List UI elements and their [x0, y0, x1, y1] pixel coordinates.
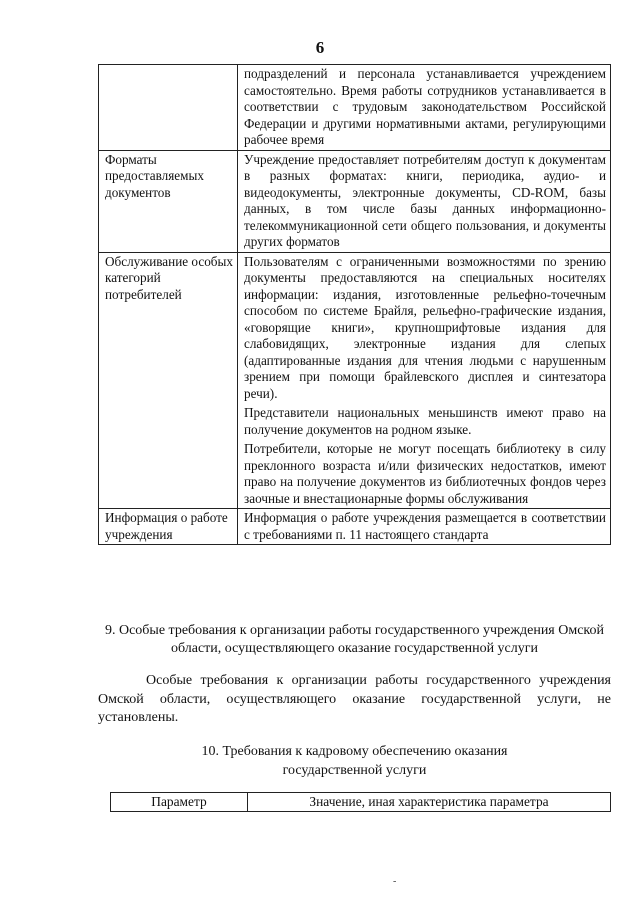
- row-paragraph: подразделений и персонала устанавливается учреждением самостоятельно. Время работы сотрудников устанавливается в соответствии с трудовым законодательством Российской Федерации и другими нормативными актами, регулирующими рабочее время: [244, 66, 606, 147]
- table-row: [99, 65, 611, 151]
- table-row: [99, 150, 611, 252]
- row-value: [238, 65, 611, 151]
- row-paragraph: Учреждение предоставляет потребителям доступ к документам в разных форматах: книги, периодика, аудио- и видеодокументы, электронные документы, CD-ROM, базы данных, в том числе базы данных информационно-телекоммуникационной сети общего пользования, и документы других форматов: [244, 151, 606, 249]
- staffing-parameters-table: [110, 792, 611, 812]
- table-row: [99, 252, 611, 509]
- row-label: Информация о работе учреждения: [99, 509, 238, 545]
- row-value: [238, 252, 611, 509]
- row-label: [99, 65, 238, 151]
- column-header-value: Значение, иная характеристика параметра: [248, 793, 611, 812]
- row-paragraph: Пользователям с ограниченными возможностями по зрению документы предоставляются на специальных носителях информации: издания, изготовленные рельефно-точечным способом по системе Брайля, рельефно-графические издания, «говорящие книги», крупношрифтовые издания для слабовидящих, электронные издания для слепых (адаптированные издания для чтения людьми с нарушенным зрением при помощи брайлевского дисплея и синтезатора речи).: [244, 253, 606, 401]
- section-9-heading: 9. Особые требования к организации работы государственного учреждения Омской области, осуществляющего оказание государственной услуги: [104, 623, 605, 656]
- row-paragraph: Потребители, которые не могут посещать библиотеку в силу преклонного возраста и/или физических недостатков, имеют право на получение документов из библиотечных фондов через заочные и внестационарные формы обслуживания: [244, 441, 606, 506]
- section-10-heading-line2: государственной услуги: [282, 763, 427, 778]
- table-header-row: [111, 793, 611, 812]
- section-10-heading-line1: 10. Требования к кадровому обеспечению оказания: [201, 744, 508, 759]
- row-paragraph: Представители национальных меньшинств имеют право на получение документов на родном языке.: [244, 405, 606, 437]
- section-9-body: Особые требования к организации работы государственного учреждения Омской области, осуществляющего оказание государственной услуги, не установлены.: [98, 673, 611, 725]
- row-label: Обслуживание особых категорий потребителей: [99, 252, 238, 509]
- row-paragraph: Информация о работе учреждения размещается в соответствии с требованиями п. 11 настоящего стандарта: [244, 510, 606, 542]
- footer-mark: -: [393, 876, 397, 887]
- table-row: [99, 509, 611, 545]
- row-value: [238, 150, 611, 252]
- column-header-parameter: Параметр: [111, 793, 248, 812]
- row-value: [238, 509, 611, 545]
- service-standard-table: [98, 64, 611, 545]
- row-label: Форматы предоставляемых документов: [99, 150, 238, 252]
- page-number: 6: [315, 38, 325, 57]
